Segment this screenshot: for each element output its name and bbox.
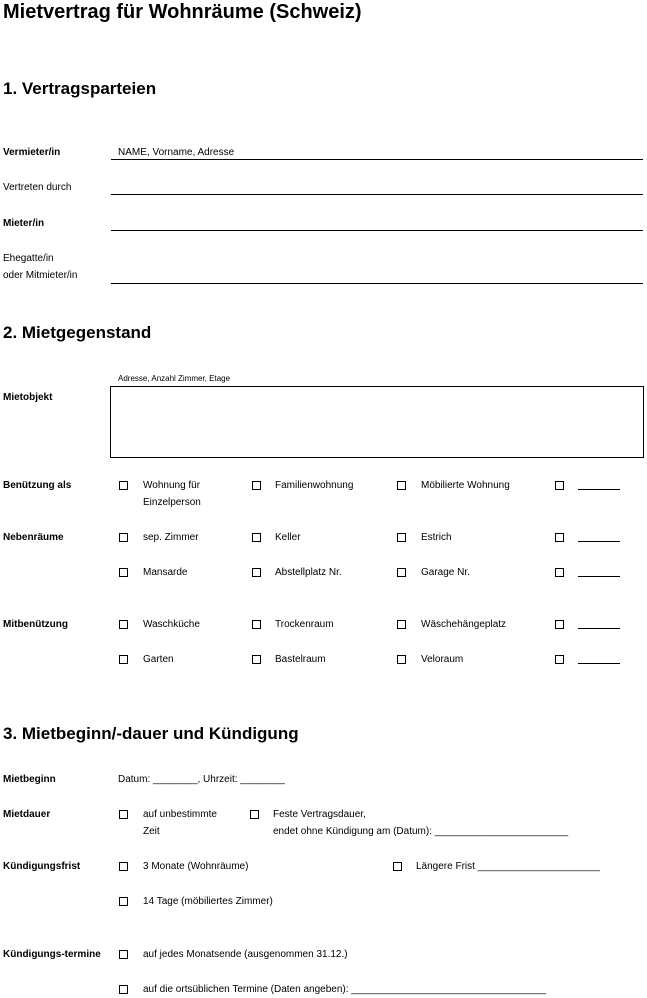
mietobjekt-label: Mietobjekt	[3, 392, 53, 403]
checkbox-ortsuebliche-termine[interactable]	[119, 985, 128, 994]
checkbox-laengere-frist[interactable]	[393, 862, 402, 871]
option-monatsende: auf jedes Monatsende (ausgenommen 31.12.)	[143, 949, 348, 960]
checkbox-mansarde[interactable]	[119, 568, 128, 577]
nebenraeume-other-2-field[interactable]	[578, 576, 620, 577]
mitbenuetzung-label: Mitbenützung	[3, 619, 68, 630]
kuendigungsfrist-label: Kündigungsfrist	[3, 861, 81, 872]
option-bastelraum: Bastelraum	[275, 654, 326, 665]
ehegatte-field[interactable]	[111, 283, 643, 284]
ehegatte-label-line2: oder Mitmieter/in	[3, 270, 78, 281]
option-laengere-frist[interactable]: Längere Frist ______________________	[416, 861, 601, 872]
checkbox-garten[interactable]	[119, 655, 128, 664]
checkbox-mitbenuetzung-other-1[interactable]	[555, 620, 564, 629]
option-veloraum: Veloraum	[421, 654, 464, 665]
checkbox-moeblierte-wohnung[interactable]	[397, 481, 406, 490]
mieter-field[interactable]	[111, 230, 643, 231]
vermieter-field[interactable]: NAME, Vorname, Adresse	[118, 147, 235, 158]
section-2-heading: 2. Mietgegenstand	[3, 323, 152, 342]
option-mansarde: Mansarde	[143, 567, 188, 578]
checkbox-mitbenuetzung-other-2[interactable]	[555, 655, 564, 664]
option-abstellplatz: Abstellplatz Nr.	[275, 567, 342, 578]
option-garage: Garage Nr.	[421, 567, 470, 578]
option-wohnung-einzelperson-line1: Wohnung für	[143, 480, 201, 491]
nebenraeume-other-1-field[interactable]	[578, 541, 620, 542]
checkbox-bastelraum[interactable]	[252, 655, 261, 664]
option-estrich: Estrich	[421, 532, 452, 543]
checkbox-garage[interactable]	[397, 568, 406, 577]
checkbox-unbestimmte-zeit[interactable]	[119, 810, 128, 819]
vertreten-field[interactable]	[111, 194, 643, 195]
checkbox-waeschehaengeplatz[interactable]	[397, 620, 406, 629]
option-3-monate: 3 Monate (Wohnräume)	[143, 861, 249, 872]
mietobjekt-hint: Adresse, Anzahl Zimmer, Etage	[118, 374, 231, 383]
mietbeginn-field[interactable]: Datum: ________, Uhrzeit: ________	[118, 774, 285, 785]
checkbox-waschkueche[interactable]	[119, 620, 128, 629]
section-3-heading: 3. Mietbeginn/-dauer und Kündigung	[3, 724, 299, 743]
option-unbestimmte-zeit-line1: auf unbestimmte	[143, 809, 217, 820]
checkbox-estrich[interactable]	[397, 533, 406, 542]
option-wohnung-einzelperson-line2: Einzelperson	[143, 497, 201, 508]
ehegatte-label-line1: Ehegatte/in	[3, 253, 54, 264]
option-14-tage: 14 Tage (möbiliertes Zimmer)	[143, 896, 273, 907]
benuetzung-other-field[interactable]	[578, 489, 620, 490]
checkbox-familienwohnung[interactable]	[252, 481, 261, 490]
option-unbestimmte-zeit-line2: Zeit	[143, 826, 160, 837]
option-waschkueche: Waschküche	[143, 619, 200, 630]
vertreten-label: Vertreten durch	[3, 182, 72, 193]
mitbenuetzung-other-2-field[interactable]	[578, 663, 620, 664]
checkbox-nebenraeume-other-1[interactable]	[555, 533, 564, 542]
mietdauer-label: Mietdauer	[3, 809, 51, 820]
option-feste-vertragsdauer-line1: Feste Vertragsdauer,	[273, 809, 366, 820]
mitbenuetzung-other-1-field[interactable]	[578, 628, 620, 629]
option-moeblierte-wohnung: Möbilierte Wohnung	[421, 480, 510, 491]
checkbox-veloraum[interactable]	[397, 655, 406, 664]
checkbox-feste-vertragsdauer[interactable]	[250, 810, 259, 819]
option-waeschehaengeplatz: Wäschehängeplatz	[421, 619, 507, 630]
option-trockenraum: Trockenraum	[275, 619, 334, 630]
mietbeginn-label: Mietbeginn	[3, 774, 56, 785]
mieter-label: Mieter/in	[3, 218, 45, 229]
benuetzung-label: Benützung als	[3, 480, 72, 491]
option-sep-zimmer: sep. Zimmer	[143, 532, 199, 543]
nebenraeume-label: Nebenräume	[3, 532, 64, 543]
vermieter-label: Vermieter/in	[3, 147, 61, 158]
checkbox-keller[interactable]	[252, 533, 261, 542]
checkbox-14-tage[interactable]	[119, 897, 128, 906]
page-title: Mietvertrag für Wohnräume (Schweiz)	[3, 1, 362, 23]
checkbox-benuetzung-other[interactable]	[555, 481, 564, 490]
option-garten: Garten	[143, 654, 174, 665]
option-feste-vertragsdauer-line2[interactable]: endet ohne Kündigung am (Datum): ________________________	[273, 826, 569, 837]
checkbox-nebenraeume-other-2[interactable]	[555, 568, 564, 577]
checkbox-trockenraum[interactable]	[252, 620, 261, 629]
option-keller: Keller	[275, 532, 301, 543]
checkbox-abstellplatz[interactable]	[252, 568, 261, 577]
option-familienwohnung: Familienwohnung	[275, 480, 354, 491]
checkbox-3-monate[interactable]	[119, 862, 128, 871]
checkbox-monatsende[interactable]	[119, 950, 128, 959]
section-1-heading: 1. Vertragsparteien	[3, 79, 157, 98]
mietobjekt-textarea[interactable]	[110, 386, 644, 458]
option-ortsuebliche-termine[interactable]: auf die ortsüblichen Termine (Daten angeben): ___________________________________	[143, 984, 546, 995]
checkbox-sep-zimmer[interactable]	[119, 533, 128, 542]
kuendigungstermine-label: Kündigungs-termine	[3, 949, 101, 960]
checkbox-wohnung-einzelperson[interactable]	[119, 481, 128, 490]
vermieter-line	[111, 159, 643, 160]
